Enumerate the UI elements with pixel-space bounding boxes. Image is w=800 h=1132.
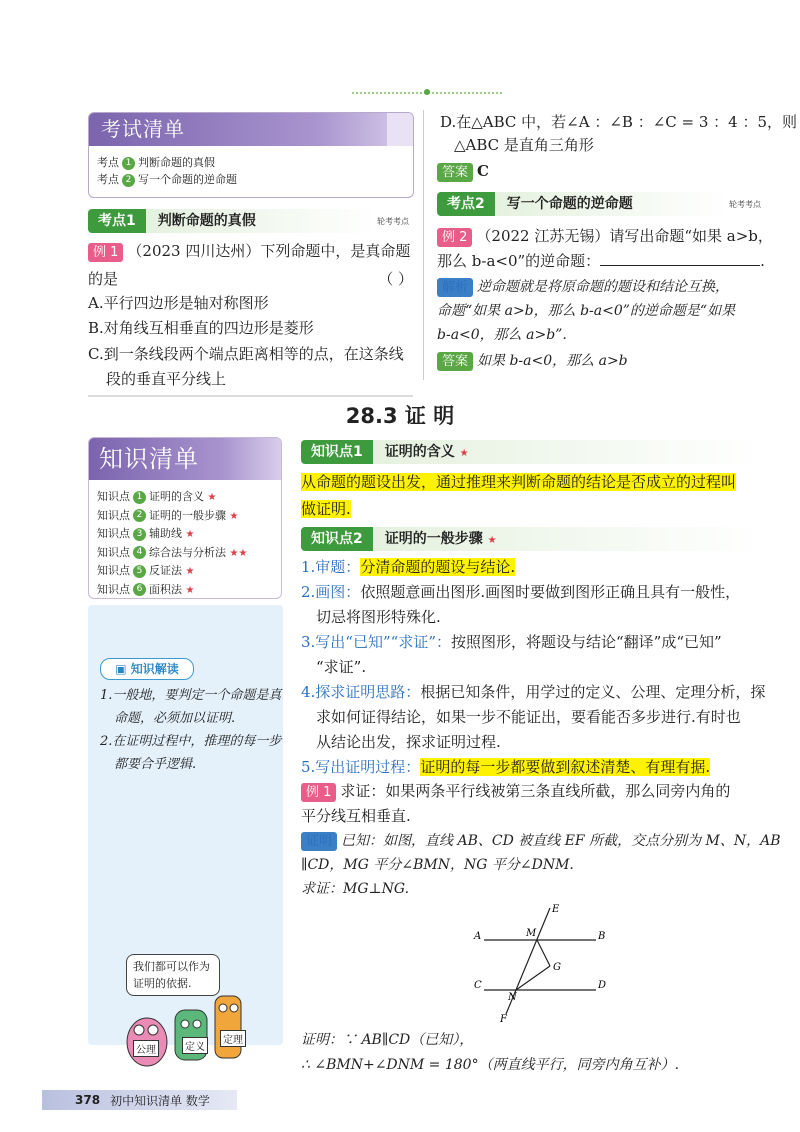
zsd1-title xyxy=(373,440,763,464)
k-text: 综合法与分析法 xyxy=(149,545,226,559)
exam-list-title-text: 考试清单 xyxy=(101,117,185,141)
example-text1: 求证：如果两条平行线被第三条直线所截，那么同旁内角的 xyxy=(340,782,731,800)
book-title: 初中知识清单 数学 xyxy=(110,1093,210,1108)
exam-list-item xyxy=(97,171,413,188)
kaodian2-bar xyxy=(437,192,765,216)
kaodian1-title: 判断命题的真假 xyxy=(146,209,377,233)
zsd1-tag: 知识点1 xyxy=(301,440,373,464)
step1-text: 分清命题的题设与结论. xyxy=(360,558,516,576)
k-prefix: 知识点 xyxy=(97,582,130,596)
answer1 xyxy=(437,157,489,185)
answer1-badge: 答案 xyxy=(437,163,473,182)
step3-cont: “求证”. xyxy=(316,658,367,676)
answer-paren: （ ） xyxy=(378,270,413,288)
example2-end: . xyxy=(760,252,765,270)
star-icon: ★ xyxy=(459,448,469,459)
kaodian2-title: 写一个命题的逆命题 xyxy=(495,192,729,216)
label-m: M xyxy=(526,928,537,939)
label-b: B xyxy=(598,931,606,942)
zsd2-bar xyxy=(301,527,763,551)
page-number: 378 xyxy=(75,1093,101,1107)
exam-list-title xyxy=(89,113,413,146)
knowledge-item xyxy=(97,562,281,581)
option-d: D.在△ABC 中，若∠A ：∠B ：∠C = 3 ：4 ：5，则 xyxy=(440,113,798,131)
zsd2-title-text: 证明的一般步骤 xyxy=(384,531,483,547)
knowledge-item xyxy=(97,488,281,507)
zsd1-text2: 做证明. xyxy=(301,500,351,518)
answer2-badge: 答案 xyxy=(437,352,473,371)
interpret-line1: 1.一般地，要判定一个命题是真 xyxy=(100,688,282,703)
k-num: 2 xyxy=(133,509,146,522)
step2-text: 依照题意画出图形.画图时要做到图形正确且具有一般性， xyxy=(360,583,741,601)
item-prefix: 考点 xyxy=(97,156,119,169)
label-g: G xyxy=(553,962,561,973)
zsd1-line1 xyxy=(301,468,736,496)
exam-list-box xyxy=(88,112,414,198)
knowledge-item xyxy=(97,507,281,526)
analysis-text1: 逆命题就是将原命题的题设和结论互换， xyxy=(477,279,730,295)
answer2 xyxy=(437,347,628,375)
step4-text: 根据已知条件，用学过的定义、公理、定理分析，探 xyxy=(420,683,766,701)
option-a: A.平行四边形是轴对称图形 xyxy=(88,294,269,312)
page-footer xyxy=(42,1090,237,1110)
example2-line1 xyxy=(437,222,773,250)
k-prefix: 知识点 xyxy=(97,527,130,540)
analysis-line2: 命题“如果 a>b，那么 b-a<0”的逆命题是“如果 xyxy=(437,303,736,319)
left-bottom-rule xyxy=(88,395,413,397)
kaodian2-note: 轮考考点 xyxy=(729,199,761,209)
zsd1-text1: 从命题的题设出发，通过推理来判断命题的结论是否成立的过程叫 xyxy=(301,473,737,491)
zsd1-title-text: 证明的含义 xyxy=(384,444,455,460)
item-num: 2 xyxy=(122,174,135,187)
label-a: A xyxy=(474,931,482,942)
item-prefix: 考点 xyxy=(97,173,119,186)
knowledge-item xyxy=(97,544,281,563)
k-text: 证明的含义 xyxy=(149,490,204,503)
known-line2: ∥CD，MG 平分∠BMN，NG 平分∠DNM. xyxy=(301,857,574,873)
step2 xyxy=(301,578,740,606)
label-n: N xyxy=(508,992,517,1003)
known-text1: 已知：如图，直线 AB、CD 被直线 EF 所截，交点分别为 M、N，AB xyxy=(341,833,781,849)
example2-blank xyxy=(600,251,760,266)
interpret-title-text: 知识解读 xyxy=(130,662,179,676)
step1 xyxy=(301,553,515,581)
top-dot-center xyxy=(424,89,430,95)
step4 xyxy=(301,678,765,706)
zsd2-title xyxy=(373,527,763,551)
column-divider xyxy=(423,110,424,380)
label-f: F xyxy=(500,1014,507,1025)
kaodian2-tag: 考点2 xyxy=(437,192,495,216)
proof-line2: ∴ ∠BMN+∠DNM = 180°（两直线平行，同旁内角互补）. xyxy=(301,1057,680,1073)
example-line2: 平分线互相垂直. xyxy=(301,807,411,825)
k-text: 反证法 xyxy=(149,564,182,577)
item-text: 判断命题的真假 xyxy=(138,156,215,169)
star-icon: ★★ xyxy=(229,547,248,559)
zsd1-line2 xyxy=(301,495,351,523)
example1-question xyxy=(88,237,418,265)
example2-line2 xyxy=(437,247,765,275)
step3-label: 3.写出“已知”“求证”： xyxy=(301,633,451,651)
example2-text2: 那么 b-a<0”的逆命题： xyxy=(437,252,601,270)
section-title: 28.3 证 明 xyxy=(345,404,455,428)
analysis-badge: 解析 xyxy=(437,278,473,297)
step1-label: 1.审题： xyxy=(301,558,361,576)
example1-badge: 例 1 xyxy=(88,243,123,262)
k-prefix: 知识点 xyxy=(97,508,130,522)
bubble-line2: 证明的依据. xyxy=(133,977,192,990)
star-icon: ★ xyxy=(185,584,195,596)
label-d: D xyxy=(598,980,607,991)
segment-mg xyxy=(537,940,550,966)
example1-line2: 的是 xyxy=(88,270,119,288)
k-num: 1 xyxy=(133,491,146,504)
step4-label: 4.探求证明思路： xyxy=(301,683,421,701)
k-text: 面积法 xyxy=(149,582,182,596)
knowledge-item xyxy=(97,525,281,544)
example1-line1: （2023 四川达州）下列命题中，是真命题 xyxy=(127,242,411,260)
answer2-value: 如果 b-a<0，那么 a>b xyxy=(477,353,628,369)
step3-text: 按照图形，将题设与结论“翻译”成“已知” xyxy=(451,633,722,651)
k-num: 6 xyxy=(133,583,146,596)
prove-line: 求证：MG⊥NG. xyxy=(301,881,410,897)
label-e: E xyxy=(552,904,560,915)
proof-badge: 证明 xyxy=(301,832,337,851)
star-icon: ★ xyxy=(229,510,239,522)
option-c: C.到一条线段两个端点距离相等的点，在这条线 xyxy=(88,345,404,363)
interpret-line2: 命题，必须加以证明. xyxy=(114,711,236,726)
knowledge-list-title: 知识清单 xyxy=(89,438,281,480)
kaodian1-bar xyxy=(88,209,413,233)
step5-label: 5.写出证明过程： xyxy=(301,758,421,776)
example-badge: 例 1 xyxy=(301,783,336,802)
option-b: B.对角线互相垂直的四边形是菱形 xyxy=(88,319,314,337)
zsd2-tag: 知识点2 xyxy=(301,527,373,551)
zsd1-bar xyxy=(301,440,763,464)
item-num: 1 xyxy=(122,157,135,170)
k-text: 辅助线 xyxy=(149,527,182,540)
star-icon: ★ xyxy=(185,566,195,577)
bubble-line1: 我们都可以作为 xyxy=(133,960,210,973)
example2-badge: 例 2 xyxy=(437,228,472,247)
kaodian1-tag: 考点1 xyxy=(88,209,146,233)
step4-cont2: 从结论出发，探求证明过程. xyxy=(316,733,501,751)
knowledge-list-box xyxy=(88,437,282,599)
exam-list-item xyxy=(97,154,413,171)
knowledge-interpret-title xyxy=(100,658,194,680)
interpret-line4: 都要合乎逻辑. xyxy=(114,757,197,772)
k-prefix: 知识点 xyxy=(97,490,130,503)
step2-cont: 切忌将图形特殊化. xyxy=(316,608,441,626)
k-num: 5 xyxy=(133,565,146,578)
k-prefix: 知识点 xyxy=(97,564,130,577)
k-num: 4 xyxy=(133,546,146,559)
k-num: 3 xyxy=(133,528,146,541)
k-prefix: 知识点 xyxy=(97,545,130,559)
char2-label: 定义 xyxy=(182,1037,208,1054)
proof-line1: 证明：∵ AB∥CD（已知）， xyxy=(301,1032,474,1048)
star-icon: ★ xyxy=(207,492,217,503)
kaodian1-note: 轮考考点 xyxy=(377,216,409,226)
char3-label: 定理 xyxy=(220,1030,246,1047)
exam-list-tab xyxy=(387,113,413,146)
item-text: 写一个命题的逆命题 xyxy=(138,173,237,186)
step2-label: 2.画图： xyxy=(301,583,361,601)
option-d-cont: △ABC 是直角三角形 xyxy=(454,136,594,154)
step4-cont: 求如何证得结论，如果一步不能证出，要看能否多步进行.有时也 xyxy=(316,708,741,726)
geometry-figure xyxy=(470,900,610,1025)
knowledge-item xyxy=(97,581,281,600)
star-icon: ★ xyxy=(487,535,497,546)
label-c: C xyxy=(474,980,482,991)
book-icon: ▣ xyxy=(115,662,127,676)
char1-label: 公理 xyxy=(133,1040,159,1057)
step5-text: 证明的每一步都要做到叙述清楚、有理有据. xyxy=(420,758,711,776)
analysis-line3: b-a<0，那么 a>b”. xyxy=(437,327,567,343)
step3 xyxy=(301,628,722,656)
example-line1 xyxy=(301,777,730,805)
option-c-cont: 段的垂直平分线上 xyxy=(106,370,227,388)
interpret-line3: 2.在证明过程中，推理的每一步 xyxy=(100,734,282,749)
answer1-value: C xyxy=(477,162,489,180)
star-icon: ★ xyxy=(185,529,195,540)
example2-text: （2022 江苏无锡）请写出命题“如果 a>b， xyxy=(476,227,773,245)
k-text: 证明的一般步骤 xyxy=(149,508,226,522)
